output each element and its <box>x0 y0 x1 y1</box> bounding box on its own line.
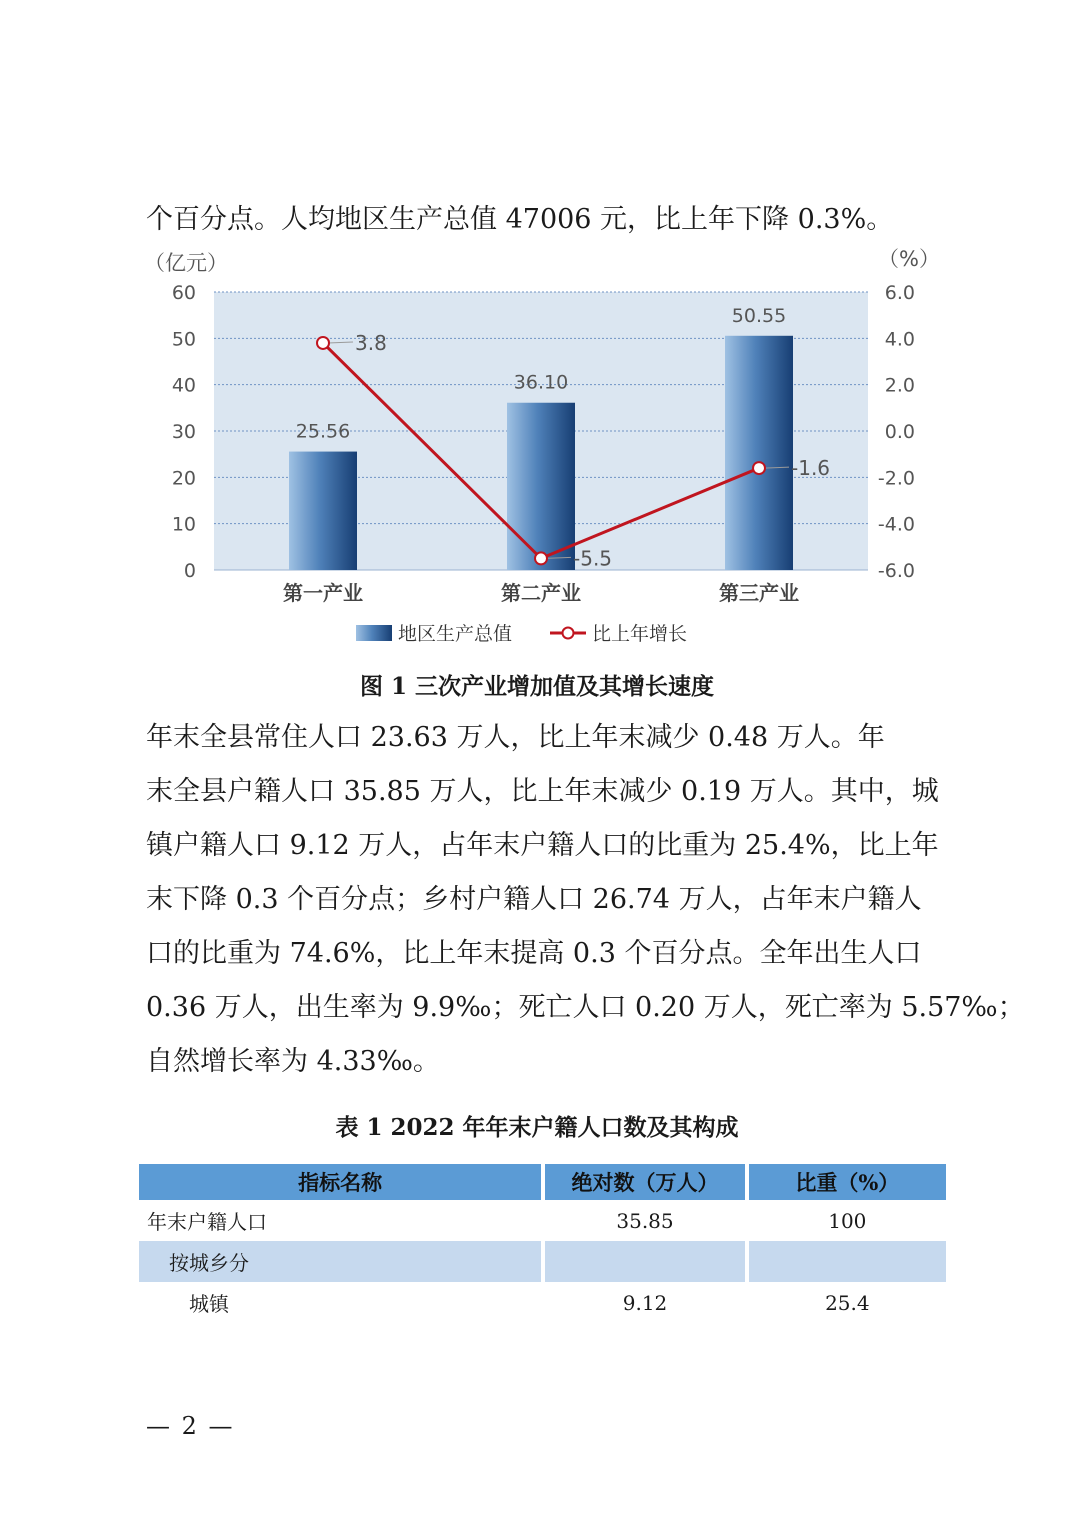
row-share: 100 <box>828 1208 867 1233</box>
bar-value-label: 25.56 <box>295 420 351 443</box>
left-axis-unit: （亿元） <box>144 251 228 275</box>
intro-text-line: 个百分点。人均地区生产总值 47006 元，比上年下降 0.3%。 <box>146 204 894 235</box>
row-share: 25.4 <box>825 1290 870 1315</box>
bar-2 <box>507 403 575 570</box>
bar-value-label: 36.10 <box>513 371 569 394</box>
left-tick-label: 0 <box>183 560 196 582</box>
left-tick-label: 20 <box>171 467 196 490</box>
growth-point-3 <box>753 462 765 474</box>
row-name: 年末户籍人口 <box>147 1210 267 1234</box>
row-name: 按城乡分 <box>139 1241 541 1282</box>
left-tick-label: 60 <box>171 282 196 304</box>
row-share <box>749 1241 946 1282</box>
left-tick-label: 50 <box>171 328 196 351</box>
legend-line-label: 比上年增长 <box>592 623 688 645</box>
right-tick-label: 0.0 <box>884 421 915 443</box>
growth-value-label: -5.5 <box>573 546 613 571</box>
gdp-chart <box>130 244 950 659</box>
table-caption: 表 1 2022 年年末户籍人口数及其构成 <box>335 1114 739 1141</box>
row-absolute <box>545 1241 744 1282</box>
growth-point-1 <box>317 337 329 349</box>
row-name: 城镇 <box>189 1292 229 1316</box>
table-header-row <box>139 1164 946 1200</box>
header-absolute: 绝对数（万人） <box>545 1164 744 1200</box>
right-tick-label: 4.0 <box>884 328 915 351</box>
legend-bar-swatch <box>356 625 392 641</box>
right-tick-label: -2.0 <box>877 467 915 490</box>
growth-value-label: -1.6 <box>791 456 831 481</box>
right-tick-label: -6.0 <box>877 560 915 582</box>
growth-point-2 <box>535 552 547 564</box>
right-tick-label: -4.0 <box>877 513 915 536</box>
population-line-5: 口的比重为 74.6%，比上年末提高 0.3 个百分点。全年出生人口 <box>146 938 922 969</box>
right-tick-label: 2.0 <box>884 374 915 397</box>
right-tick-label: 6.0 <box>884 282 915 304</box>
page-number: — 2 — <box>146 1412 235 1440</box>
category-label: 第三产业 <box>719 581 799 605</box>
bar-value-label: 50.55 <box>731 304 787 327</box>
table-row <box>139 1282 946 1323</box>
table-row <box>139 1241 946 1282</box>
population-line-3: 镇户籍人口 9.12 万人，占年末户籍人口的比重为 25.4%，比上年 <box>146 830 939 861</box>
chart-canvas <box>130 244 950 659</box>
row-absolute: 9.12 <box>622 1290 668 1315</box>
right-axis-unit: （%） <box>878 247 940 271</box>
figure-caption: 图 1 三次产业增加值及其增长速度 <box>359 673 715 700</box>
population-table <box>135 1164 950 1323</box>
left-tick-label: 40 <box>171 374 196 397</box>
population-line-1: 年末全县常住人口 23.63 万人，比上年末减少 0.48 万人。年 <box>146 722 885 753</box>
left-tick-label: 30 <box>171 421 196 443</box>
header-indicator: 指标名称 <box>139 1164 541 1200</box>
bar-1 <box>289 452 357 570</box>
population-line-7: 自然增长率为 4.33‰。 <box>146 1046 440 1077</box>
population-line-2: 末全县户籍人口 35.85 万人，比上年末减少 0.19 万人。其中，城 <box>146 776 939 807</box>
population-line-4: 末下降 0.3 个百分点；乡村户籍人口 26.74 万人，占年末户籍人 <box>146 884 922 915</box>
legend-line-marker <box>563 628 574 639</box>
category-label: 第二产业 <box>501 581 581 605</box>
population-line-6: 0.36 万人，出生率为 9.9‰；死亡人口 0.20 万人，死亡率为 5.57‰； <box>146 992 1025 1023</box>
legend-bar-label: 地区生产总值 <box>398 623 513 645</box>
chart-legend <box>356 623 687 645</box>
table-row <box>139 1200 946 1241</box>
category-label: 第一产业 <box>283 581 363 605</box>
left-tick-label: 10 <box>171 513 196 536</box>
header-share: 比重（%） <box>749 1164 946 1200</box>
growth-value-label: 3.8 <box>355 330 387 355</box>
row-absolute: 35.85 <box>616 1208 674 1233</box>
bar-3 <box>725 336 793 570</box>
